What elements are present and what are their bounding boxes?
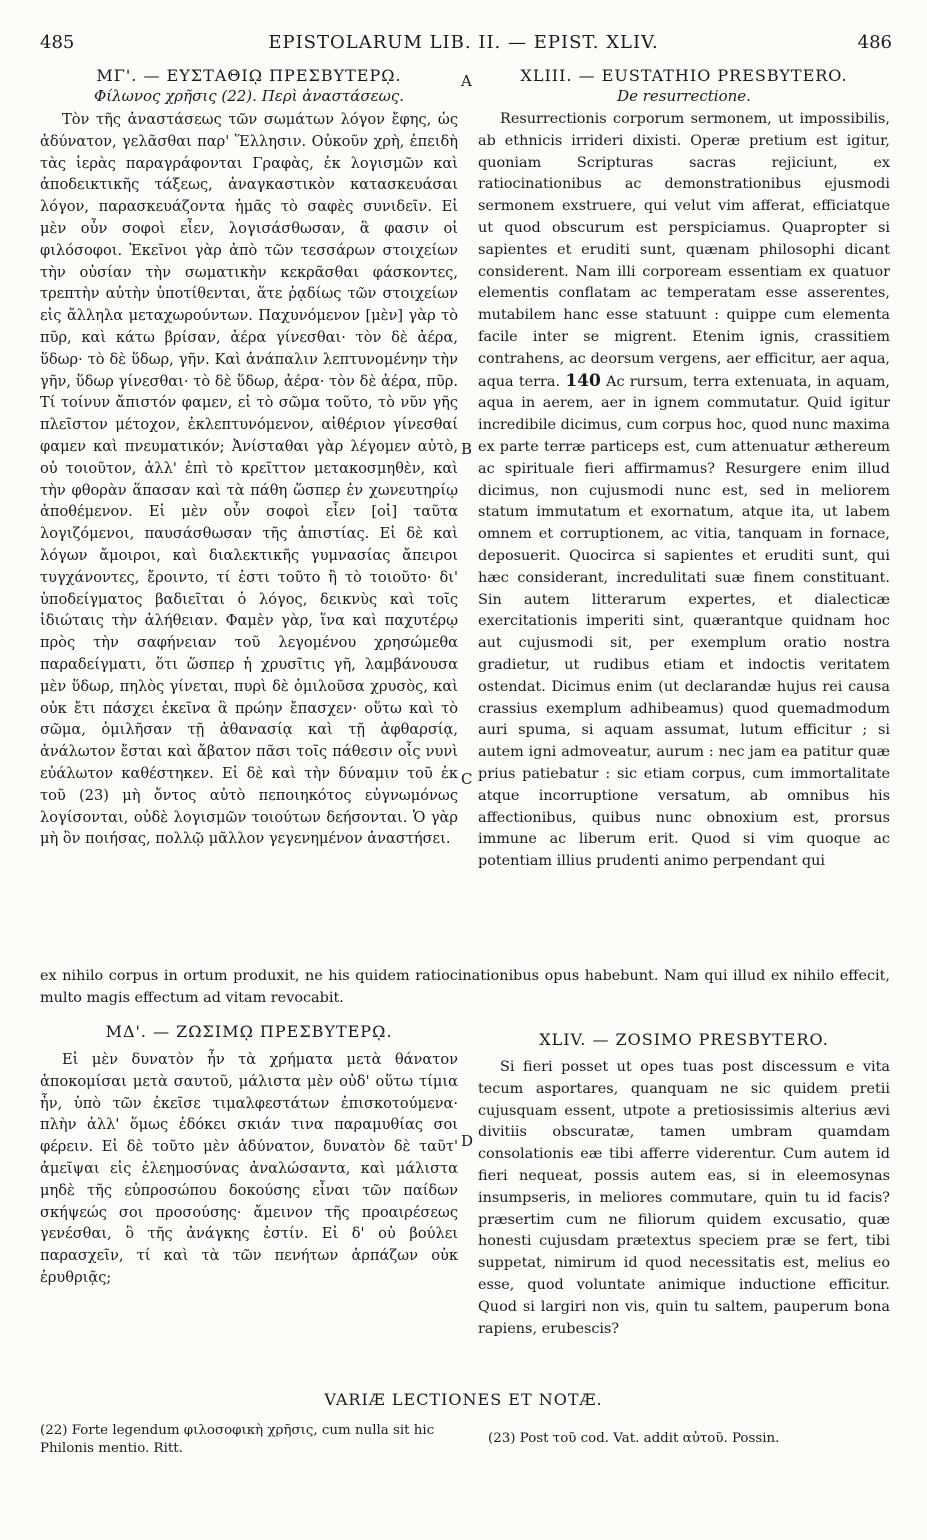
latin-title-43: XLIII. — EUSTATHIO PRESBYTERO. xyxy=(520,66,848,85)
page-header xyxy=(0,30,927,60)
greek-title-44: ΜΔ'. — ΖΩΣΙΜῼ ΠΡΕΣΒΥΤΕΡῼ. xyxy=(105,1022,393,1041)
page-number-left: 485 xyxy=(40,32,75,53)
margin-letter-c: C xyxy=(461,770,473,788)
latin-column-letter-43 xyxy=(478,66,890,873)
latin-text-43 xyxy=(478,109,890,873)
latin-subtitle-43: De resurrectione. xyxy=(617,87,751,105)
greek-subtitle-43: Φίλωνος χρῆσις (22). Περὶ ἀναστάσεως. xyxy=(93,87,405,105)
latin-column-letter-44 xyxy=(478,1030,890,1340)
column-number: 140 xyxy=(565,370,601,391)
note-23: (23) Post τοῦ cod. Vat. addit αὐτοῦ. Possin. xyxy=(488,1431,780,1446)
latin-text-43-part2: Ac rursum, terra extenuata, in aquam, aqua in aerem, aer in ignem commutatur. Quid igitur incredibile dicimus, cum corpus hoc, quod nunc maxima ex parte terræ particeps est, cum attenuatur æthereum ac spirituale fieri affirmamus? Resurgere enim illud dicimus, non cujusmodi nunc est, sed in meliorem statum immutatum et exornatum, atque ita, ut labem omnem et corruptionem, ac vitia, tanquam in fornace, deposuerit. Quocirca si sapientes et eruditi sunt, qui hæc considerant, incredulitati suæ finem constituant. Sin autem litterarum expertes, et dialecticæ exercitationis imperiti sint, quærantque quidnam hoc aut cujusmodi sit, per exemplum oratio nostra gradietur, ut rudibus etiam et indoctis veritatem ostendat. Dicimus enim (ut declarandæ hujus rei causa crassius exemplum adhibeamus) quod quemadmodum auri spuma, si aquam assumat, lutum efficitur ; si autem igni admoveatur, aurum : nec jam ea patitur quæ prius patiebatur : sic etiam corpus, cum immortalitate atque incorruptione versatum, ab omnibus his affectionibus, quibus nunc obnoxium est, prorsus immune ac liberum erit. Quod si vim quoque ac potentiam illius prudenti animo perpendant qui xyxy=(478,373,890,870)
latin-text-43-part1: Resurrectionis corporum sermonem, ut impossibilis, ab ethnicis irrideri dixisti. Operæ pretium est igitur, quoniam Scripturas sacras rejiciunt, ex ratiocinationibus ac demonstrationibus ejusmodi sermonem exstruere, qui velut vim afferat, efficiatque ut quod obscurum est perspiciamus. Quapropter si sapientes et eruditi sunt, quænam philosophi dicant considerent. Nam illi corpoream essentiam ex quatuor elementis conflatam ac temperatam esse asserentes, mutabilem hanc esse statuunt : quippe cum elementa facile inter se migrent. Etenim ignis, crassitiem contrahens, ac deorsum vergens, aer efficitur, aer aqua, aqua terra. xyxy=(478,111,890,390)
margin-letter-b: B xyxy=(461,440,473,458)
page-number-right: 486 xyxy=(857,32,892,53)
notes-heading: VARIÆ LECTIONES ET NOTÆ. xyxy=(324,1390,603,1409)
latin-text-44: Si fieri posset ut opes tuas post discessum e vita tecum asportares, quanquam ne sic quidem pretii cujusquam essent, utpote a pretiosissimis alterius ævi divitiis obscuratæ, tamen umbram quamdam consolationis eæ tibi afferre viderentur. Cum autem id fieri nequeat, possis autem eas, si in eleemosynas insumpseris, in meliores commutare, quin tu id facis? præsertim cum ne filiorum quidem excusatio, quæ honesti cujusdam prætextus speciem præ se fert, tibi suppetat, nimirum id quod necessitatis est, melius eo esse, quod voluntate animique inductione efficitur. Quod si largiri non vis, quin tu saltem, pauperum bona rapiens, erubescis? xyxy=(478,1059,890,1337)
margin-letter-a: A xyxy=(461,72,472,90)
greek-column-letter-44 xyxy=(40,1022,458,1289)
greek-title-43: ΜΓ'. — ΕΥΣΤΑΘΙῼ ΠΡΕΣΒΥΤΕΡῼ. xyxy=(96,66,402,85)
latin-title-44: XLIV. — ZOSIMO PRESBYTERO. xyxy=(539,1030,829,1049)
greek-text-43: Τὸν τῆς ἀναστάσεως τῶν σωμάτων λόγον ἔφης, ὡς ἀδύνατον, γελᾶσθαι παρ' Ἕλλησιν. Οὐκοῦν χρὴ, ἐπειδὴ τὰς ἱερὰς παραγράφονται Γραφὰς, ἐκ λογισμῶν καὶ ἀποδεικτικῆς τάξεως, ἀναγκαστικὸν κατασκευάσαι λόγον, παρασκευάζοντα ἡμᾶς τὸ σαφὲς συνιδεῖν. Εἰ μὲν οὖν σοφοὶ εἶεν, λογισάσθωσαν, ἃ φασιν οἱ φιλόσοφοι. Ἐκεῖνοι γὰρ ἀπὸ τῶν τεσσάρων στοιχείων τὴν οὐσίαν τὴν σωματικὴν κεκρᾶσθαι φάσκοντες, τρεπτὴν αὐτὴν ὑποτίθενται, ἅτε ῥᾳδίως τῶν στοιχείων εἰς ἄλληλα μεταχωρούντων. Παχυνόμενον [μὲν] γὰρ τὸ πῦρ, καὶ κάτω βρίσαν, ἀέρα γίνεσθαι· τὸν δὲ ἀέρα, ὕδωρ· τὸ δὲ ὕδωρ, γῆν. Καὶ ἀνάπαλιν λεπτυνομένην τὴν γῆν, ὕδωρ γίνεσθαι· τὸ δὲ ὕδωρ, ἀέρα· τὸν δὲ ἀέρα, πῦρ. Τί τοίνυν ἄπιστόν φαμεν, εἰ τὸ σῶμα τοῦτο, τὸ νῦν γῆς πλεῖστον μέτοχον, ἐκλεπτυνόμενον, αἰθέριον γίνεσθαί φαμεν καὶ πνευματικόν; Ἀνίσταθαι γὰρ λέγομεν αὐτὸ, οὐ τοιοῦτον, ἀλλ' ἐπὶ τὸ κρεῖττον μετακοσμηθὲν, καὶ τὴν φθορὰν ἅπασαν καὶ τὰ πάθη ὥσπερ ἐν χωνευτηρίῳ ἀποθέμενον. Εἰ μὲν οὖν σοφοὶ εἶεν [οἱ] ταῦτα λογιζόμενοι, παυσάσθωσαν τῆς ἀπιστίας. Εἰ δὲ καὶ λόγων ἄμοιροι, καὶ διαλεκτικῆς γυμνασίας ἄπειροι τυγχάνοντες, ἔροιντο, τί ἐστι τοῦτο ἢ τὸ τοιοῦτο· δι' ὑποδείγματος βαδιεῖται ὁ λόγος, δεικνὺς καὶ τοῖς ἰδιώταις τὴν ἀλήθειαν. Φαμὲν γὰρ, ἵνα καὶ παχυτέρῳ πρὸς τὴν σαφήνειαν τοῦ λεγομένου χρησώμεθα παραδείγματι, ὅτι ὥσπερ ἡ χρυσῖτις γῆ, λαμβάνουσα μὲν ὕδωρ, πηλὸς γίνεται, πυρὶ δὲ ὁμιλοῦσα χρυσὸς, καὶ οὐκ ἔτι πάσχει ἐκεῖνα ἃ πρώην ἔπασχεν· οὕτω καὶ τὸ σῶμα, ὁμιλῆσαν τῇ ἀθανασίᾳ καὶ τῇ ἀφθαρσίᾳ, ἀνάλωτον ἔσται καὶ ἄβατον πᾶσι τοῖς πάθεσιν οἷς νυνὶ εὐάλωτον καθέστηκεν. Εἰ δὲ καὶ τὴν δύναμιν τοῦ ἐκ τοῦ (23) μὴ ὄντος αὐτὸ πεποιηκότος εὐγνωμόνως λογίσονται, οὐδὲ λογισμῶν τοιούτων δεήσονται. Ὁ γὰρ μὴ ὂν ποιήσας, πολλῷ μᾶλλον γεγενημένον ἀναστήσει. xyxy=(40,111,458,848)
greek-text-44: Εἰ μὲν δυνατὸν ἦν τὰ χρήματα μετὰ θάνατον ἀποκομίσαι μετὰ σαυτοῦ, μάλιστα μὲν οὐδ' οὕτω τίμια ἦν, ὑπὸ τῶν ἐκεῖσε τιμαλφεστάτων ἐπισκοτούμενα· πλὴν ἀλλ' ὅμως ἐδόκει σκιάν τινα παραμυθίας σοι φέρειν. Εἰ δὲ τοῦτο μὲν ἀδύνατον, δυνατὸν δὲ ταῦτ' ἀμεῖψαι εἰς ἐλεημοσύνας ἀναλώσαντα, καὶ μάλιστα μηδὲ τῆς εὐπροσώπου δοκούσης εἶναι τῶν παίδων σκήψεώς σοι προσούσης· ἄμεινον τῆς προαιρέσεως γενέσθαι, ὃ τῆς ἀνάγκης ἐστίν. Εἰ δ' οὐ βούλει παρασχεῖν, τί καὶ τὰ τῶν πενήτων ἁρπάζων οὐκ ἐρυθριᾷς; xyxy=(40,1051,458,1286)
greek-column-letter-43 xyxy=(40,66,458,850)
running-title: EPISTOLARUM LIB. II. — EPIST. XLIV. xyxy=(268,32,659,53)
latin-continuation-43: ex nihilo corpus in ortum produxit, ne his quidem ratiocinationibus opus habebunt. Nam qui illud ex nihilo effecit, multo magis effectum ad vitam revocabit. xyxy=(40,968,890,1006)
note-22: (22) Forte legendum φιλοσοφικὴ χρῆσις, cum nulla sit hic Philonis mentio. Ritt. xyxy=(40,1423,435,1456)
margin-letter-d: D xyxy=(461,1132,474,1150)
